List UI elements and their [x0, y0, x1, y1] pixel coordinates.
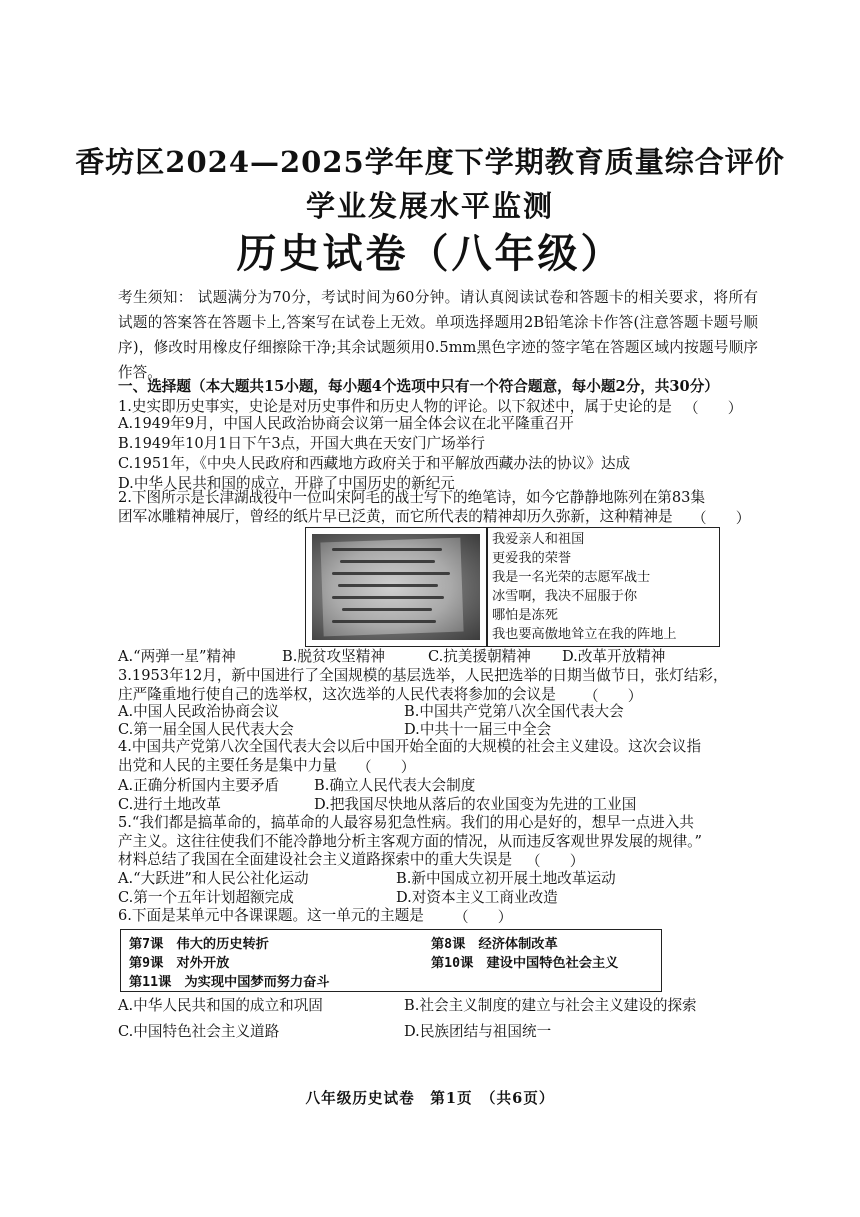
exam-title-main: 历史试卷（八年级） [236, 230, 624, 277]
lesson-item: 第7课 伟大的历史转折 [129, 937, 269, 952]
exam-notice: 考生须知： 试题满分为70分，考试时间为60分钟。请认真阅读试卷和答题卡的相关要求，将所有试题的答案答在答题卡上,答案写在试卷上无效。单项选择题用2B铅笔涂卡作答(注意答题卡题号顺序)，修改时用橡皮仔细擦除干净;其余试题须用0.5mm黑色字迹的签字笔在答题区域内按题号顺序作答。 [118, 289, 758, 381]
poem-figure [305, 527, 720, 647]
lesson-item: 第9课 对外开放 [129, 956, 230, 971]
lesson-list-box [120, 929, 662, 992]
q2-answer-blank: （ ） [692, 510, 751, 527]
q3-answer-blank: （ ） [584, 688, 643, 705]
q4-option-d: D.把我国尽快地从落后的农业国变为先进的工业国 [314, 796, 637, 813]
q6-option-d: D.民族团结与祖国统一 [404, 1023, 552, 1040]
poem-line: 哪怕是冻死 [492, 608, 558, 623]
q3-option-d: D.中共十一届三中全会 [404, 721, 552, 738]
q5-stem-line2: 产主义。这往往使我们不能冷静地分析主客观方面的情况，从而违反客观世界发展的规律。” [118, 833, 702, 850]
q4-option-a: A.正确分析国内主要矛盾 [118, 777, 280, 794]
exam-title-line1: 香坊区2024—2025学年度下学期教育质量综合评价 [75, 145, 785, 179]
q1-option-b: B.1949年10月1日下午3点，开国大典在天安门广场举行 [118, 435, 485, 452]
q4-answer-blank: （ ） [357, 759, 416, 776]
q3-option-a: A.中国人民政治协商会议 [118, 703, 280, 720]
page-footer: 八年级历史试卷 第1页 （共6页） [305, 1090, 555, 1107]
section-heading: 一、选择题（本大题共15小题，每小题4个选项中只有一个符合题意，每小题2分，共30分） [118, 378, 719, 395]
poem-line: 我是一名光荣的志愿军战士 [492, 570, 651, 585]
q1-option-d: D.中华人民共和国的成立，开辟了中国历史的新纪元 [118, 475, 455, 492]
q3-option-c: C.第一届全国人民代表大会 [118, 721, 294, 738]
poem-line: 冰雪啊，我决不屈服于你 [492, 589, 638, 604]
poem-line: 更爱我的荣誉 [492, 551, 572, 566]
q5-option-b: B.新中国成立初开展土地改革运动 [396, 870, 616, 887]
lesson-item: 第10课 建设中国特色社会主义 [431, 956, 619, 971]
poem-text [492, 530, 717, 644]
q2-stem-line2: 团军冰雕精神展厅，曾经的纸片早已泛黄，而它所代表的精神却历久弥新，这种精神是 [118, 508, 673, 525]
q4-stem-line2: 出党和人民的主要任务是集中力量 [118, 757, 337, 774]
q1-option-c: C.1951年，《中央人民政府和西藏地方政府关于和平解放西藏办法的协议》达成 [118, 455, 631, 472]
q3-stem-line2: 庄严隆重地行使自己的选举权，这次选举的人民代表将参加的会议是 [118, 686, 556, 703]
q5-option-c: C.第一个五年计划超额完成 [118, 889, 294, 906]
q2-stem-line1: 2.下图所示是长津湖战役中一位叫宋阿毛的战士写下的绝笔诗，如今它静静地陈列在第83集 [118, 489, 706, 506]
q1-answer-blank: （ ） [684, 400, 743, 417]
q6-stem: 6.下面是某单元中各课课题。这一单元的主题是 [118, 907, 424, 924]
q2-option-a: A.“两弹一星”精神 [118, 648, 236, 665]
q5-option-d: D.对资本主义工商业改造 [396, 889, 558, 906]
poem-photo-image [312, 534, 480, 640]
q5-stem-line1: 5.“我们都是搞革命的，搞革命的人最容易犯急性病。我们的用心是好的，想早一点进入共 [118, 814, 694, 831]
q5-stem-line3: 材料总结了我国在全面建设社会主义道路探索中的重大失误是 [118, 851, 513, 868]
q1-option-a: A.1949年9月，中国人民政治协商会议第一届全体会议在北平隆重召开 [118, 415, 574, 432]
q1-stem: 1.史实即历史事实，史论是对历史事件和历史人物的评论。以下叙述中，属于史论的是 [118, 398, 672, 415]
q6-option-a: A.中华人民共和国的成立和巩固 [118, 997, 323, 1014]
q2-option-b: B.脱贫攻坚精神 [282, 648, 385, 665]
q4-option-b: B.确立人民代表大会制度 [314, 777, 476, 794]
q4-option-c: C.进行土地改革 [118, 796, 221, 813]
q6-option-b: B.社会主义制度的建立与社会主义建设的探索 [404, 997, 697, 1014]
q4-stem-line1: 4.中国共产党第八次全国代表大会以后中国开始全面的大规模的社会主义建设。这次会议指 [118, 738, 702, 755]
poem-line: 我爱亲人和祖国 [492, 532, 585, 547]
q3-option-b: B.中国共产党第八次全国代表大会 [404, 703, 624, 720]
lesson-item: 第8课 经济体制改革 [431, 937, 558, 952]
q5-answer-blank: （ ） [526, 853, 585, 870]
q3-stem-line1: 3.1953年12月，新中国进行了全国规模的基层选举，人民把选举的日期当做节日，张灯结彩， [118, 667, 728, 684]
q2-option-d: D.改革开放精神 [562, 648, 666, 665]
exam-title-line2: 学业发展水平监测 [305, 189, 554, 223]
q6-option-c: C.中国特色社会主义道路 [118, 1023, 280, 1040]
q2-option-c: C.抗美援朝精神 [428, 648, 531, 665]
q5-option-a: A.“大跃进”和人民公社化运动 [118, 870, 309, 887]
q6-answer-blank: （ ） [454, 909, 513, 926]
poem-line: 我也要高傲地耸立在我的阵地上 [492, 627, 677, 642]
lesson-item: 第11课 为实现中国梦而努力奋斗 [129, 975, 330, 990]
